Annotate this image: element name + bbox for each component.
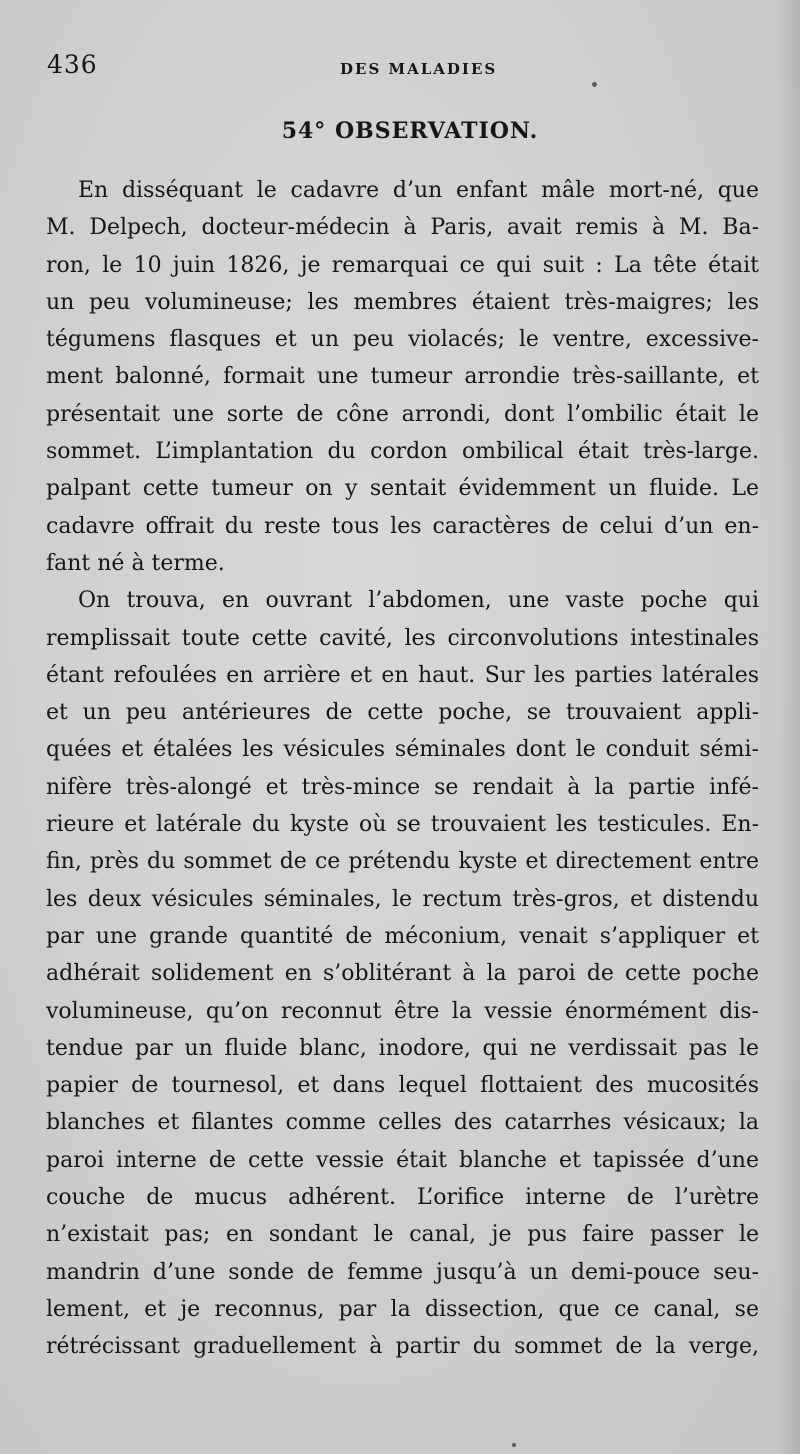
text-line: et un peu antérieures de cette poche, se trouvaient appli- [46,700,759,726]
text-line: étant refoulées en arrière et en haut. Sur les parties latérales [46,662,759,688]
text-line: couche de mucus adhérent. L’orifice interne de l’urètre [46,1185,759,1211]
text-line: fant né à terme. [46,550,225,576]
text-line: par une grande quantité de méconium, venait s’appliquer et [46,923,759,949]
text-line: tendue par un fluide blanc, inodore, qui ne verdissait pas le [46,1035,759,1061]
ink-speck [592,82,597,87]
text-line: fin, près du sommet de ce prétendu kyste et directement entre [46,849,759,875]
text-line: n’existait pas; en sondant le canal, je pus faire passer le [46,1222,759,1248]
text-line: présentait une sorte de cône arrondi, dont l’ombilic était le [46,401,759,427]
text-line: blanches et filantes comme celles des catarrhes vésicaux; la [46,1110,759,1136]
text-line: On trouva, en ouvrant l’abdomen, une vaste poche qui [78,588,759,614]
text-line: En disséquant le cadavre d’un enfant mâle mort-né, que [78,178,759,203]
text-line: rieure et latérale du kyste où se trouvaient les testicules. En- [46,812,759,838]
text-line: palpant cette tumeur on y sentait évidemment un fluide. Le [46,476,759,502]
running-head: DES MALADIES [340,60,498,78]
text-line: un peu volumineuse; les membres étaient très-maigres; les [46,289,759,315]
ink-speck [512,1443,516,1447]
text-line: volumineuse, qu’on reconnut être la vessie énormément dis- [46,998,759,1024]
body-text [46,172,759,1366]
page-number: 436 [47,50,98,79]
text-line: paroi interne de cette vessie était blanche et tapissée d’une [46,1147,759,1173]
section-title: 54° OBSERVATION. [281,118,539,144]
text-line: tégumens flasques et un peu violacés; le ventre, excessive- [46,327,759,353]
text-line: rétrécissant graduellement à partir du sommet de la verge, [46,1334,759,1360]
page-edge-shadow [778,0,800,1454]
text-line: nifère très-alongé et très-mince se rendait à la partie infé- [46,774,759,800]
text-line: cadavre offrait du reste tous les caractères de celui d’un en- [46,513,759,539]
text-line: sommet. L’implantation du cordon ombilical était très-large. [46,439,759,465]
text-line: ron, le 10 juin 1826, je remarquai ce qui suit : La tête était [46,252,759,278]
text-line: quées et étalées les vésicules séminales dont le conduit sémi- [46,737,759,763]
text-line: ment balonné, formait une tumeur arrondie très-saillante, et [46,364,759,390]
text-line: remplissait toute cette cavité, les circonvolutions intestinales [46,625,759,651]
text-line: M. Delpech, docteur-médecin à Paris, avait remis à M. Ba- [46,215,759,241]
text-line: papier de tournesol, et dans lequel flottaient des mucosités [46,1073,759,1099]
text-line: adhérait solidement en s’oblitérant à la paroi de cette poche [46,961,759,987]
text-line: mandrin d’une sonde de femme jusqu’à un demi-pouce seu- [46,1259,759,1285]
text-line: les deux vésicules séminales, le rectum très-gros, et distendu [46,886,759,912]
text-line: lement, et je reconnus, par la dissection, que ce canal, se [46,1296,759,1322]
